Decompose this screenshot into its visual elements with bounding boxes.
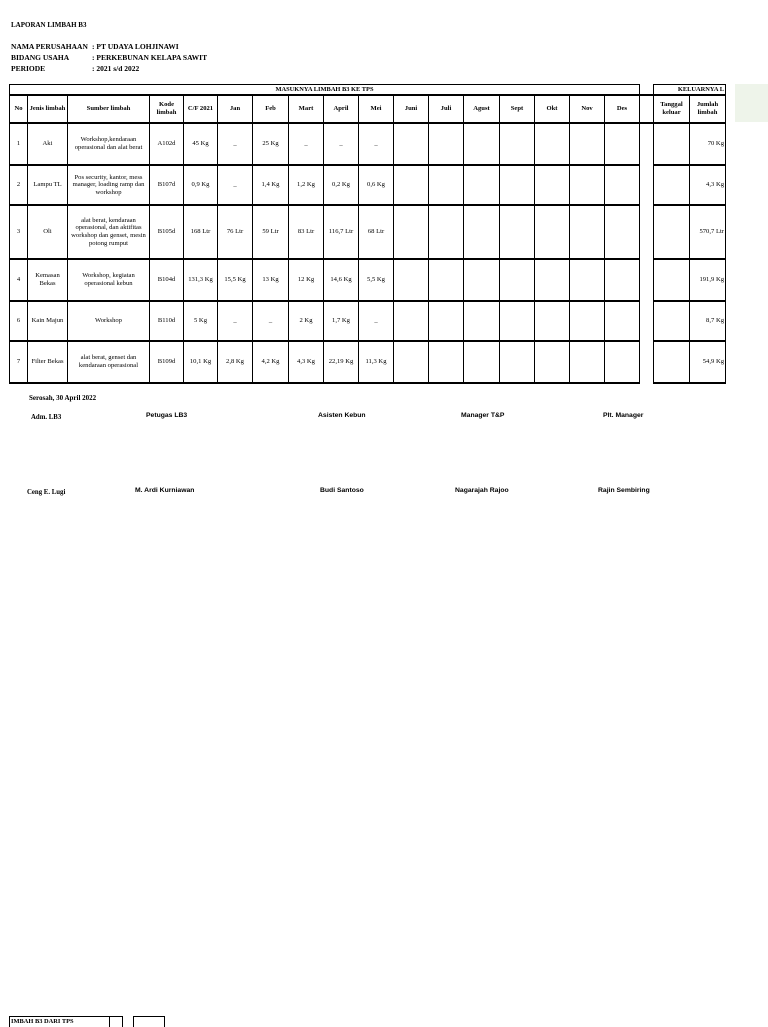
table-cell [570,259,605,301]
column-header-row [10,95,726,123]
table-cell: 10,1 Kg [184,341,218,383]
table-cell: Kain Majun [28,301,68,341]
table-cell [570,301,605,341]
table-cell: _ [218,123,253,165]
table-cell: 68 Ltr [359,205,394,259]
column-header: Okt [535,95,570,123]
table-cell: 191,9 Kg [690,259,726,301]
column-header: Feb [253,95,289,123]
role-asisten: Asisten Kebun [318,412,366,419]
business-line [11,53,207,62]
table-cell: 13 Kg [253,259,289,301]
table-cell [535,205,570,259]
table-cell: B109d [150,341,184,383]
table-cell: 7 [10,341,28,383]
waste-table [9,84,726,384]
group-out-header: KELUARNYA L [654,85,726,96]
column-header: Kode limbah [150,95,184,123]
table-cell: alat berat, kendaraan operasional, dan aktifitas workshop dan genset, mesin potong rumput [68,205,150,259]
table-cell [500,301,535,341]
table-cell: 22,19 Kg [324,341,359,383]
business-value: : PERKEBUNAN KELAPA SAWIT [92,53,208,62]
table-cell: A102d [150,123,184,165]
column-header: Mart [289,95,324,123]
table-cell: B110d [150,301,184,341]
table-cell: 168 Ltr [184,205,218,259]
table-cell [654,341,690,383]
table-cell [570,341,605,383]
table-cell [429,259,464,301]
table-cell: 3 [10,205,28,259]
table-cell [654,165,690,205]
table-cell [429,165,464,205]
table-cell: 83 Ltr [289,205,324,259]
table-cell [570,205,605,259]
column-header: Nov [570,95,605,123]
gap-cell [640,341,654,383]
period-value: : 2021 s/d 2022 [92,64,140,73]
outgoing-header-shade [735,84,768,122]
table-cell: 4 [10,259,28,301]
gap-cell [640,259,654,301]
table-cell: 6 [10,301,28,341]
table-cell [464,259,500,301]
table-cell: 5 Kg [184,301,218,341]
table-cell: 59 Ltr [253,205,289,259]
table-cell [605,301,640,341]
table-cell: 25 Kg [253,123,289,165]
gap-cell [640,205,654,259]
name-petugas: M. Ardi Kurniawan [135,487,195,494]
table-row [10,301,726,341]
table-cell [464,165,500,205]
table-cell [429,301,464,341]
table-row [10,123,726,165]
table-cell: _ [218,165,253,205]
table-cell [429,123,464,165]
table-cell: 4,2 Kg [253,341,289,383]
table-cell [535,165,570,205]
group-in-header: MASUKNYA LIMBAH B3 KE TPS [10,85,640,96]
table-cell [394,205,429,259]
table-cell [429,205,464,259]
table-cell: _ [218,301,253,341]
table-cell: _ [253,301,289,341]
table-cell: 131,3 Kg [184,259,218,301]
role-manager-tp: Manager T&P [461,412,505,419]
table-cell: 2 Kg [289,301,324,341]
column-header: Des [605,95,640,123]
table-cell [500,341,535,383]
table-cell: alat berat, genset dan kendaraan operasional [68,341,150,383]
table-cell: 11,3 Kg [359,341,394,383]
table-cell: Aki [28,123,68,165]
table-cell [464,205,500,259]
table-cell [535,123,570,165]
table-cell [464,341,500,383]
column-header: Sumber limbah [68,95,150,123]
table-cell [500,259,535,301]
table-cell [605,205,640,259]
table-cell: 2,8 Kg [218,341,253,383]
role-adm: Adm. LB3 [31,414,62,421]
name-asisten: Budi Santoso [320,487,364,494]
table-cell: 54,9 Kg [690,341,726,383]
role-petugas: Petugas LB3 [146,412,188,419]
company-line [11,42,179,51]
name-plt-manager: Rajin Sembiring [598,487,650,494]
gap-cell [640,165,654,205]
table-cell: B105d [150,205,184,259]
footer-label: IMBAH B3 DARI TPS [9,1016,111,1027]
table-cell [605,123,640,165]
table-cell: Filter Bekas [28,341,68,383]
column-header: Jumlah limbah [690,95,726,123]
table-cell [500,205,535,259]
table-cell [535,301,570,341]
column-header: Sept [500,95,535,123]
table-cell [654,259,690,301]
table-cell: _ [359,123,394,165]
table-cell: 0,2 Kg [324,165,359,205]
table-cell [570,123,605,165]
place-date: Serosah, 30 April 2022 [29,394,97,402]
gap-cell [640,123,654,165]
table-cell: 1 [10,123,28,165]
table-cell: 2 [10,165,28,205]
table-cell [394,165,429,205]
column-header: April [324,95,359,123]
name-adm: Ceng E. Lugi [27,489,66,496]
table-cell: 116,7 Ltr [324,205,359,259]
table-cell: _ [289,123,324,165]
gap-cell [640,85,654,96]
column-header: Mei [359,95,394,123]
table-cell [500,165,535,205]
table-cell [654,205,690,259]
table-cell [605,259,640,301]
period-line [11,64,139,73]
company-label: NAMA PERUSAHAAN [11,42,88,51]
company-value: : PT UDAYA LOHJINAWI [92,42,179,51]
table-cell: 14,6 Kg [324,259,359,301]
footer-cell [133,1016,165,1027]
table-cell: Workshop,kendaraan operasional dan alat berat [68,123,150,165]
table-row [10,205,726,259]
table-row [10,259,726,301]
table-cell: 570,7 Ltr [690,205,726,259]
table-cell [535,341,570,383]
column-header: Tanggal keluar [654,95,690,123]
table-cell: 70 Kg [690,123,726,165]
table-cell [429,341,464,383]
report-title: LAPORAN LIMBAH B3 [11,21,87,29]
group-header-row [10,85,726,96]
table-cell: 5,5 Kg [359,259,394,301]
role-plt-manager: Plt. Manager [603,412,644,419]
column-header: Juni [394,95,429,123]
table-cell: 0,9 Kg [184,165,218,205]
table-cell: 1,4 Kg [253,165,289,205]
table-cell: 76 Ltr [218,205,253,259]
table-cell: 8,7 Kg [690,301,726,341]
table-cell: 45 Kg [184,123,218,165]
business-label: BIDANG USAHA [11,53,70,62]
table-cell: 4,3 Kg [690,165,726,205]
table-cell [464,301,500,341]
footer-cell [109,1016,123,1027]
table-cell: Kemasan Bekas [28,259,68,301]
table-cell: B104d [150,259,184,301]
table-cell [654,301,690,341]
gap-cell [640,95,654,123]
column-header: C/F 2021 [184,95,218,123]
table-row [10,341,726,383]
table-cell: 4,3 Kg [289,341,324,383]
table-cell: Pos security, kantor, mess manager, loading ramp dan workshop [68,165,150,205]
table-cell: _ [359,301,394,341]
table-cell [535,259,570,301]
table-cell: Lampu TL [28,165,68,205]
table-cell [570,165,605,205]
table-cell: B107d [150,165,184,205]
column-header: Jan [218,95,253,123]
table-cell: Oli [28,205,68,259]
column-header: Jenis limbah [28,95,68,123]
table-cell [464,123,500,165]
column-header: Juli [429,95,464,123]
table-row [10,165,726,205]
table-cell [394,259,429,301]
table-cell: 15,5 Kg [218,259,253,301]
table-cell: 1,2 Kg [289,165,324,205]
table-cell [654,123,690,165]
table-cell [394,301,429,341]
table-cell: Workshop [68,301,150,341]
table-cell: 0,6 Kg [359,165,394,205]
period-label: PERIODE [11,64,46,73]
table-cell [605,341,640,383]
gap-cell [640,301,654,341]
table-cell: _ [324,123,359,165]
table-cell: Workshop, kegiatan operasional kebun [68,259,150,301]
name-manager-tp: Nagarajah Rajoo [455,487,509,494]
column-header: No [10,95,28,123]
table-cell [394,123,429,165]
table-cell [605,165,640,205]
table-cell: 1,7 Kg [324,301,359,341]
table-cell [500,123,535,165]
table-cell: 12 Kg [289,259,324,301]
column-header: Agust [464,95,500,123]
table-cell [394,341,429,383]
